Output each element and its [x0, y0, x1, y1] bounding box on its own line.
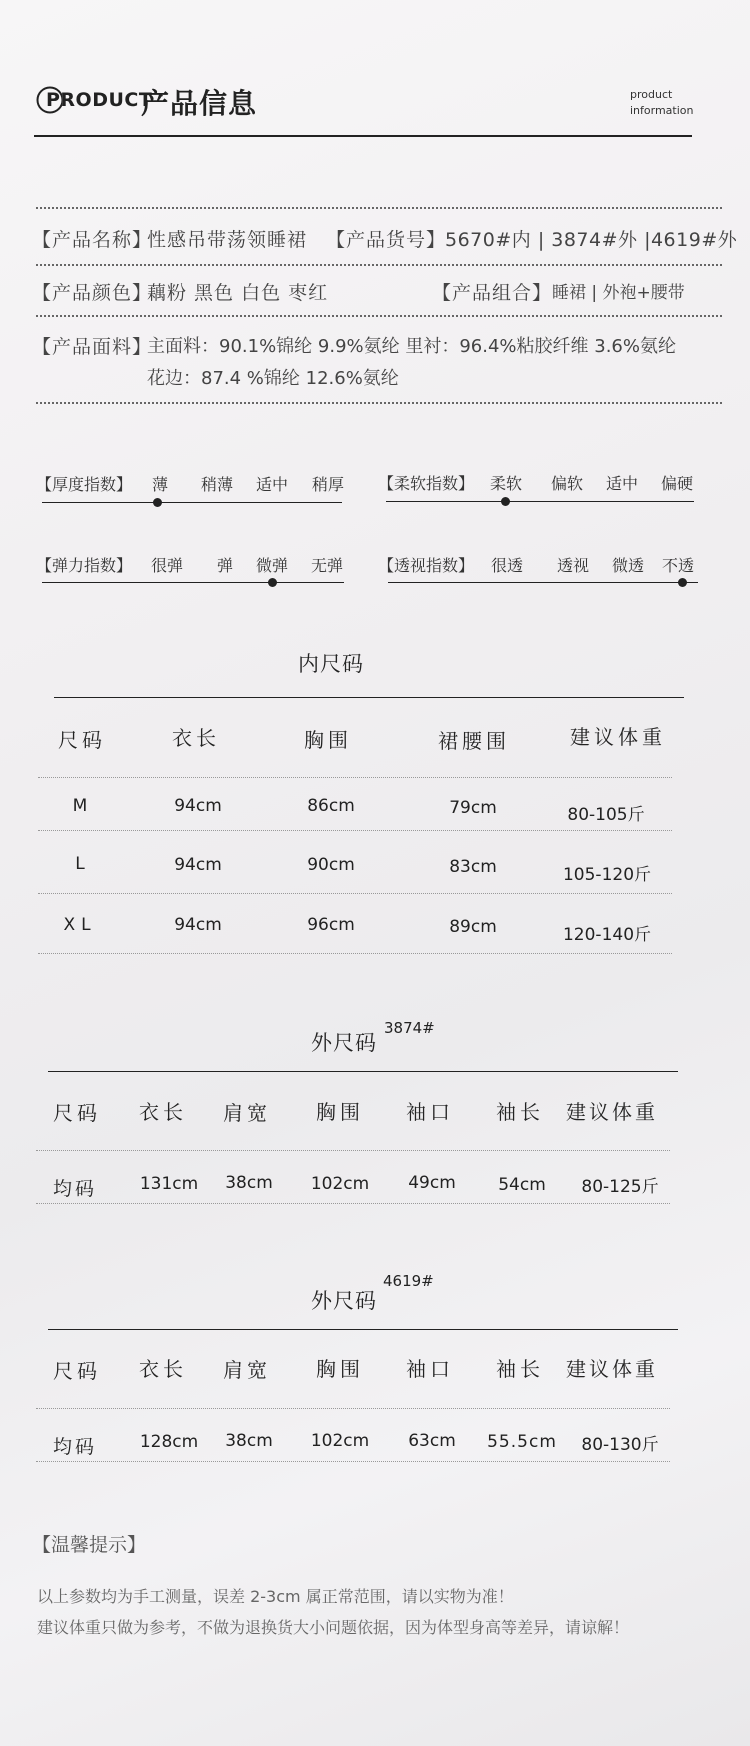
- outer-4619-row-size: 均码: [52, 1436, 98, 1458]
- outer-4619-header-length: 衣长: [139, 1357, 187, 1381]
- info-divider-3: [36, 315, 722, 317]
- fabric-line-2: 花边：87.4 %锦纶 12.6%氨纶: [147, 368, 399, 389]
- softness-label: 【柔软指数】: [378, 474, 475, 493]
- code-value: 5670#内 | 3874#外 |4619#外: [445, 229, 738, 251]
- elasticity-option-4: 无弹: [311, 556, 344, 575]
- outer-4619-row-divider: [36, 1461, 670, 1462]
- outer-3874-title-divider: [48, 1071, 678, 1072]
- thickness-option-4: 稍厚: [312, 475, 345, 494]
- page-title: 产品信息: [141, 87, 258, 120]
- fabric-line-1: 主面料：90.1%锦纶 9.9%氨纶 里衬：96.4%粘胶纤维 3.6%氨纶: [147, 336, 676, 357]
- outer-4619-code: 4619#: [383, 1272, 434, 1290]
- outer-4619-header-weight: 建议体重: [566, 1357, 658, 1381]
- brand-text: PRODUCT: [46, 89, 153, 111]
- outer-3874-row-cuff: 49cm: [408, 1173, 456, 1193]
- thickness-option-2: 稍薄: [201, 475, 234, 494]
- inner-row-divider-2: [38, 893, 672, 894]
- inner-row-1-size: M: [72, 796, 88, 816]
- outer-3874-header-cuff: 袖口: [406, 1100, 454, 1124]
- info-divider-4: [36, 402, 722, 404]
- inner-header-waist: 裙腰围: [438, 729, 510, 753]
- outer-4619-header-bust: 胸围: [316, 1357, 364, 1381]
- outer-4619-header-shoulder: 肩宽: [223, 1358, 271, 1382]
- softness-option-4: 偏硬: [661, 474, 694, 493]
- color-label: 【产品颜色】: [32, 282, 153, 304]
- inner-header-size: 尺码: [58, 728, 106, 752]
- info-divider-1: [36, 207, 722, 209]
- inner-row-1-bust: 86cm: [307, 796, 355, 816]
- inner-title-divider: [54, 697, 684, 698]
- inner-row-divider-1: [38, 830, 672, 831]
- header-divider: [34, 135, 692, 137]
- side-caption-1: product: [630, 88, 673, 101]
- outer-3874-row-size: 均码: [52, 1178, 98, 1200]
- outer-3874-row-length: 131cm: [139, 1174, 199, 1194]
- elasticity-track: [42, 582, 344, 583]
- transparency-option-3: 微透: [612, 556, 645, 575]
- outer-3874-row-bust: 102cm: [310, 1174, 370, 1194]
- code-label: 【产品货号】: [326, 229, 447, 251]
- outer-3874-header-size: 尺码: [53, 1101, 101, 1125]
- outer-4619-title-divider: [48, 1329, 678, 1330]
- outer-3874-header-bust: 胸围: [316, 1100, 364, 1124]
- outer-3874-row-divider: [36, 1203, 670, 1204]
- softness-option-1: 柔软: [490, 474, 523, 493]
- inner-row-1-weight: 80-105斤: [567, 805, 645, 825]
- outer-3874-row-weight: 80-125斤: [581, 1177, 659, 1197]
- tips-title: 【温馨提示】: [32, 1534, 147, 1556]
- inner-row-1-length: 94cm: [174, 796, 222, 816]
- side-caption-2: information: [630, 104, 694, 117]
- inner-row-1-waist: 79cm: [449, 798, 497, 818]
- inner-size-title: 内尺码: [298, 652, 364, 676]
- outer-3874-header-weight: 建议体重: [566, 1100, 658, 1124]
- elasticity-label: 【弹力指数】: [36, 556, 133, 575]
- transparency-track: [388, 582, 698, 583]
- outer-3874-row-shoulder: 38cm: [225, 1173, 273, 1193]
- outer-4619-row-sleeve: 55.5cm: [487, 1432, 557, 1452]
- inner-header-length: 衣长: [172, 726, 220, 750]
- inner-row-2-weight: 105-120斤: [562, 865, 652, 885]
- inner-row-2-size: L: [75, 854, 85, 874]
- softness-option-2: 偏软: [551, 474, 584, 493]
- combo-value: 睡裙 | 外袍+腰带: [552, 283, 685, 303]
- outer-4619-row-cuff: 63cm: [408, 1431, 456, 1451]
- softness-marker: [501, 497, 510, 506]
- outer-4619-row-weight: 80-130斤: [581, 1435, 659, 1455]
- color-value: 藕粉 黑色 白色 枣红: [147, 282, 329, 304]
- inner-header-bust: 胸围: [304, 728, 352, 752]
- inner-row-2-waist: 83cm: [449, 857, 497, 877]
- info-divider-2: [36, 264, 722, 266]
- outer-3874-header-sleeve: 袖长: [496, 1100, 544, 1124]
- softness-track: [386, 501, 694, 502]
- inner-row-2-length: 94cm: [174, 855, 222, 875]
- transparency-option-2: 透视: [557, 556, 590, 575]
- outer-3874-code: 3874#: [384, 1019, 435, 1037]
- transparency-option-4: 不透: [662, 556, 695, 575]
- inner-header-weight: 建议体重: [570, 725, 666, 749]
- thickness-label: 【厚度指数】: [36, 475, 133, 494]
- inner-header-divider: [38, 777, 672, 778]
- elasticity-marker: [268, 578, 277, 587]
- inner-row-divider-3: [38, 953, 672, 954]
- outer-4619-row-bust: 102cm: [310, 1431, 370, 1451]
- elasticity-option-1: 很弹: [151, 556, 184, 575]
- outer-4619-header-divider: [36, 1408, 670, 1409]
- outer-4619-header-size: 尺码: [53, 1359, 101, 1383]
- outer-4619-header-cuff: 袖口: [406, 1357, 454, 1381]
- fabric-label: 【产品面料】: [32, 336, 153, 358]
- thickness-option-1: 薄: [152, 475, 169, 494]
- outer-4619-row-length: 128cm: [139, 1432, 199, 1452]
- inner-row-3-size: XL: [63, 915, 97, 935]
- name-label: 【产品名称】: [32, 229, 153, 251]
- outer-3874-row-sleeve: 54cm: [498, 1175, 546, 1195]
- thickness-marker: [153, 498, 162, 507]
- outer-3874-header-shoulder: 肩宽: [223, 1101, 271, 1125]
- tips-line-2: 建议体重只做为参考，不做为退换货大小问题依据，因为体型身高等差异，请谅解！: [37, 1618, 630, 1637]
- tips-line-1: 以上参数均为手工测量，误差 2-3cm 属正常范围，请以实物为准！: [37, 1587, 514, 1606]
- elasticity-option-2: 弹: [217, 556, 234, 575]
- combo-label: 【产品组合】: [432, 282, 553, 304]
- softness-option-3: 适中: [606, 474, 639, 493]
- inner-row-3-length: 94cm: [174, 915, 222, 935]
- elasticity-option-3: 微弹: [256, 556, 289, 575]
- transparency-option-1: 很透: [491, 556, 524, 575]
- outer-4619-title: 外尺码: [311, 1289, 377, 1313]
- transparency-marker: [678, 578, 687, 587]
- outer-4619-row-shoulder: 38cm: [225, 1431, 273, 1451]
- inner-row-3-waist: 89cm: [449, 917, 497, 937]
- name-value: 性感吊带荡领睡裙: [147, 229, 308, 251]
- inner-row-3-bust: 96cm: [307, 915, 355, 935]
- thickness-track: [42, 502, 342, 503]
- inner-row-2-bust: 90cm: [307, 855, 355, 875]
- thickness-option-3: 适中: [256, 475, 289, 494]
- inner-row-3-weight: 120-140斤: [562, 925, 652, 945]
- outer-3874-header-divider: [36, 1150, 670, 1151]
- outer-3874-header-length: 衣长: [139, 1100, 187, 1124]
- outer-4619-header-sleeve: 袖长: [496, 1357, 544, 1381]
- outer-3874-title: 外尺码: [311, 1031, 377, 1055]
- transparency-label: 【透视指数】: [378, 556, 475, 575]
